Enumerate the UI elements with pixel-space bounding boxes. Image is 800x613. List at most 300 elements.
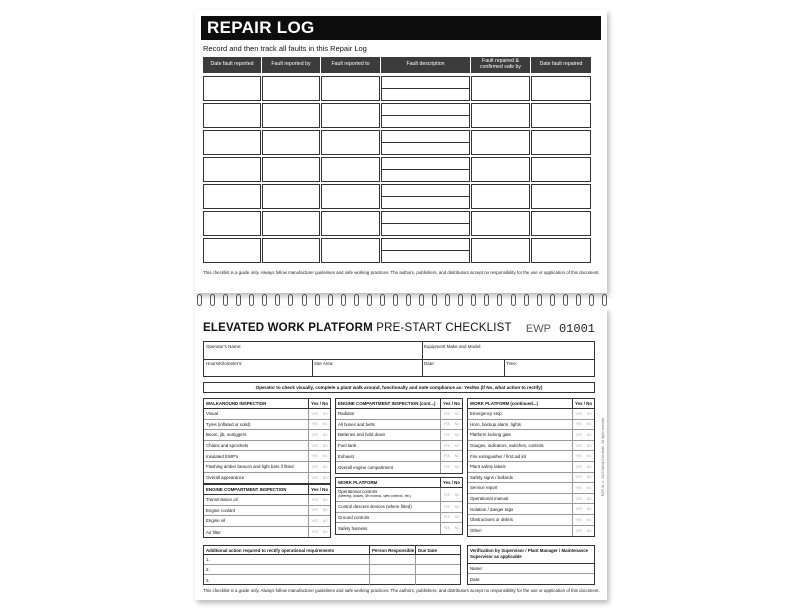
yes-checkbox[interactable]: YES xyxy=(443,411,450,416)
checklist-item xyxy=(468,473,594,484)
repair-log-cell[interactable] xyxy=(321,184,380,209)
yes-no-checkbox-group[interactable] xyxy=(440,488,462,501)
checklist-item-label xyxy=(468,432,572,437)
repair-log-cell[interactable] xyxy=(531,130,591,155)
no-checkbox[interactable]: NO xyxy=(454,515,460,520)
checklist-item-label xyxy=(336,432,440,437)
checklist-item xyxy=(204,462,330,473)
checklist-item-label xyxy=(468,475,572,480)
binding-ring xyxy=(367,294,372,306)
checklist-item xyxy=(468,420,594,431)
binding-ring xyxy=(497,294,502,306)
no-checkbox[interactable]: NO xyxy=(586,485,592,490)
yes-checkbox[interactable]: YES xyxy=(311,508,318,513)
checklist-item-label xyxy=(204,411,308,416)
checklist-item-text: Boom, jib, outriggers xyxy=(206,432,247,438)
checklist-code-prefix: EWP xyxy=(525,323,551,335)
action-row-number: 3. xyxy=(204,575,370,585)
column-header: Fault description xyxy=(381,57,470,73)
repair-log-cell[interactable] xyxy=(262,238,320,263)
repair-log-cell[interactable] xyxy=(471,184,530,209)
repair-log-cell[interactable] xyxy=(262,184,320,209)
repair-log-cell[interactable] xyxy=(531,238,591,263)
work-platform-continued-section xyxy=(467,398,595,537)
equipment-field[interactable]: Equipment Make and Model: xyxy=(424,344,482,349)
yes-no-checkbox-group[interactable] xyxy=(572,420,594,430)
no-checkbox[interactable]: NO xyxy=(322,432,328,437)
yes-checkbox[interactable]: YES xyxy=(443,432,450,437)
repair-log-cell[interactable] xyxy=(531,157,591,182)
no-checkbox[interactable]: NO xyxy=(454,432,460,437)
action-header: Additional action required to rectify operational requirements xyxy=(204,546,370,554)
repair-log-cell[interactable] xyxy=(381,76,470,101)
yes-no-checkbox-group[interactable] xyxy=(572,504,594,514)
repair-log-cell[interactable] xyxy=(321,211,380,236)
yes-checkbox[interactable]: YES xyxy=(575,485,582,490)
repair-log-cell[interactable] xyxy=(203,130,261,155)
no-checkbox[interactable]: NO xyxy=(586,517,592,522)
repair-log-cell[interactable] xyxy=(531,211,591,236)
checklist-item-text: Plant safety labels xyxy=(470,464,506,470)
repair-log-cell[interactable] xyxy=(381,238,470,263)
binding-ring xyxy=(223,294,228,306)
action-row[interactable] xyxy=(204,565,460,575)
no-checkbox[interactable]: NO xyxy=(586,507,592,512)
checklist-item xyxy=(468,441,594,452)
checklist-item xyxy=(468,494,594,505)
column-header: Date fault reported xyxy=(203,57,261,73)
repair-log-cell[interactable] xyxy=(262,211,320,236)
repair-log-cell[interactable] xyxy=(471,238,530,263)
yes-no-checkbox-group[interactable] xyxy=(308,462,330,472)
checklist-item-note: (steering, brakes, lift controls, slew controls, etc.) xyxy=(338,494,412,499)
yes-no-header: Yes / No xyxy=(572,399,594,408)
yes-checkbox[interactable]: YES xyxy=(311,475,318,480)
yes-checkbox[interactable]: YES xyxy=(443,515,450,520)
yes-checkbox[interactable]: YES xyxy=(311,454,318,459)
repair-log-cell[interactable] xyxy=(471,103,530,128)
binding-ring xyxy=(210,294,215,306)
yes-no-checkbox-group[interactable] xyxy=(440,462,462,473)
checklist-item xyxy=(336,488,462,502)
no-checkbox[interactable]: NO xyxy=(322,497,328,502)
checklist-item-label xyxy=(336,490,440,499)
no-checkbox[interactable]: NO xyxy=(586,422,592,427)
checklist-item-text: Other: xyxy=(470,528,483,534)
checklist-item-label xyxy=(336,443,440,448)
repair-log-cell[interactable] xyxy=(203,211,261,236)
repair-log-row xyxy=(203,157,595,184)
work-platform-section xyxy=(335,477,463,535)
checklist-item xyxy=(204,451,330,462)
checklist-item-label xyxy=(336,411,440,416)
binding-ring xyxy=(484,294,489,306)
binding-ring xyxy=(249,294,254,306)
checklist-item xyxy=(336,523,462,534)
no-checkbox[interactable]: NO xyxy=(454,422,460,427)
yes-no-checkbox-group[interactable] xyxy=(308,430,330,440)
yes-checkbox[interactable]: YES xyxy=(443,465,450,470)
checklist-item-text: Flashing amber beacon and light bars if fitted xyxy=(206,464,294,470)
no-checkbox[interactable]: NO xyxy=(454,504,460,509)
checklist-item-label xyxy=(336,526,440,531)
no-checkbox[interactable]: NO xyxy=(454,411,460,416)
repair-log-row xyxy=(203,211,595,238)
no-checkbox[interactable]: NO xyxy=(454,454,460,459)
repair-log-subtitle: Record and then track all faults in this Repair Log xyxy=(203,44,367,53)
side-copyright-note: EWP-01 © 2013 Safety Checklists · All rights reserved xyxy=(601,418,605,497)
repair-log-cell[interactable] xyxy=(381,211,470,236)
column-header: Fault repaired & confirmed safe by xyxy=(471,57,530,73)
yes-no-checkbox-group[interactable] xyxy=(572,430,594,440)
checklist-item xyxy=(336,513,462,524)
no-checkbox[interactable]: NO xyxy=(586,528,592,533)
yes-checkbox[interactable]: YES xyxy=(575,496,582,501)
yes-checkbox[interactable]: YES xyxy=(575,454,582,459)
action-row[interactable] xyxy=(204,555,460,565)
yes-checkbox[interactable]: YES xyxy=(311,464,318,469)
verifier-date-field[interactable]: Date: xyxy=(470,576,481,582)
action-row-number: 2. xyxy=(204,565,370,574)
repair-log-cell[interactable] xyxy=(262,103,320,128)
no-checkbox[interactable]: NO xyxy=(322,464,328,469)
operator-info-box xyxy=(203,341,595,377)
verification-box xyxy=(467,545,595,585)
yes-checkbox[interactable]: YES xyxy=(575,422,582,427)
yes-checkbox[interactable]: YES xyxy=(575,432,582,437)
repair-log-cell[interactable] xyxy=(321,76,380,101)
repair-log-row xyxy=(203,103,595,130)
yes-no-checkbox-group[interactable] xyxy=(308,516,330,526)
checklist-item-label xyxy=(468,496,572,501)
repair-log-cell[interactable] xyxy=(471,157,530,182)
binding-ring xyxy=(537,294,542,306)
binding-ring xyxy=(576,294,581,306)
checklist-item-label xyxy=(468,443,572,448)
checklist-item-label xyxy=(204,530,308,535)
yes-no-checkbox-group[interactable] xyxy=(440,502,462,512)
checklist-item-label xyxy=(468,454,572,459)
no-checkbox[interactable]: NO xyxy=(322,518,328,523)
repair-log-cell[interactable] xyxy=(262,76,320,101)
checklist-item xyxy=(468,515,594,526)
repair-log-page xyxy=(195,10,607,293)
time-field[interactable]: Time: xyxy=(506,361,518,366)
section-title: ENGINE COMPARTMENT INSPECTION xyxy=(206,487,287,492)
binding-ring xyxy=(262,294,267,306)
yes-checkbox[interactable]: YES xyxy=(311,518,318,523)
yes-checkbox[interactable]: YES xyxy=(575,475,582,480)
checklist-item xyxy=(468,483,594,494)
checklist-item-text: Isolation / danger tags xyxy=(470,506,514,512)
yes-checkbox[interactable]: YES xyxy=(575,443,582,448)
binding-ring xyxy=(328,294,333,306)
instruction-banner: Operator to check visually, complete a plant walk around, functionally and note compliance as: Yes/No (if No, what action to rectify) xyxy=(203,382,595,393)
yes-no-checkbox-group[interactable] xyxy=(308,451,330,461)
yes-no-checkbox-group[interactable] xyxy=(440,441,462,451)
no-checkbox[interactable]: NO xyxy=(586,464,592,469)
checklist-item xyxy=(336,409,462,420)
yes-no-checkbox-group[interactable] xyxy=(440,523,462,534)
checklist-item-label xyxy=(468,528,572,533)
site-area-field[interactable]: Site Area: xyxy=(314,361,334,366)
no-checkbox[interactable]: NO xyxy=(454,443,460,448)
binding-ring xyxy=(341,294,346,306)
yes-checkbox[interactable]: YES xyxy=(443,492,450,497)
checklist-title-light: PRE-START CHECKLIST xyxy=(376,322,512,334)
checklist-item-label xyxy=(204,432,308,437)
no-checkbox[interactable]: NO xyxy=(586,432,592,437)
additional-action-box xyxy=(203,545,461,585)
no-checkbox[interactable]: NO xyxy=(322,422,328,427)
checklist-item xyxy=(204,506,330,517)
binding-ring xyxy=(197,294,202,306)
checklist-item-label xyxy=(468,422,572,427)
repair-log-cell[interactable] xyxy=(203,103,261,128)
action-row-number: 1. xyxy=(204,555,370,564)
binding-ring xyxy=(354,294,359,306)
repair-log-cell[interactable] xyxy=(321,130,380,155)
checklist-item-text: Emergency stop xyxy=(470,411,502,417)
checklist-item-label xyxy=(204,497,308,502)
checklist-item-text: Chains and sprockets xyxy=(206,443,249,449)
date-field[interactable]: Date: xyxy=(424,361,435,366)
repair-log-cell[interactable] xyxy=(381,103,470,128)
yes-no-checkbox-group[interactable] xyxy=(572,494,594,504)
checklist-item-label xyxy=(468,517,572,522)
no-checkbox[interactable]: NO xyxy=(454,492,460,497)
yes-checkbox[interactable]: YES xyxy=(443,422,450,427)
checklist-item-text: Engine oil xyxy=(206,518,226,524)
yes-no-checkbox-group[interactable] xyxy=(440,513,462,523)
binding-ring xyxy=(471,294,476,306)
yes-no-checkbox-group[interactable] xyxy=(308,495,330,505)
no-checkbox[interactable]: NO xyxy=(586,443,592,448)
yes-checkbox[interactable]: YES xyxy=(311,432,318,437)
yes-no-checkbox-group[interactable] xyxy=(572,409,594,419)
no-checkbox[interactable]: NO xyxy=(322,411,328,416)
repair-log-cell[interactable] xyxy=(531,76,591,101)
section-title: WORK PLATFORM xyxy=(338,480,378,485)
repair-log-cell[interactable] xyxy=(471,130,530,155)
repair-log-cell[interactable] xyxy=(321,238,380,263)
person-responsible-header: Person Responsible xyxy=(372,547,415,553)
verifier-name-field[interactable]: Name: xyxy=(468,564,594,574)
repair-log-cell[interactable] xyxy=(381,130,470,155)
binding-ring xyxy=(550,294,555,306)
checklist-code xyxy=(526,322,595,336)
checklist-serial: 01001 xyxy=(558,322,595,336)
yes-checkbox[interactable]: YES xyxy=(443,504,450,509)
no-checkbox[interactable]: NO xyxy=(586,454,592,459)
checklist-item xyxy=(204,473,330,484)
checklist-item xyxy=(468,409,594,420)
repair-log-cell[interactable] xyxy=(381,184,470,209)
no-checkbox[interactable]: NO xyxy=(454,526,460,531)
section-title: WALKAROUND INSPECTION xyxy=(206,401,267,406)
checklist-item xyxy=(468,526,594,537)
hours-field[interactable]: Hours/Kilometer's: xyxy=(206,361,243,366)
checklist-item-text: Transmission oil xyxy=(206,497,238,503)
repair-log-cell[interactable] xyxy=(262,130,320,155)
checklist-item xyxy=(336,502,462,513)
verification-header: Verification by Supervisor / Plant Manager / Maintenance Supervisor as applicable xyxy=(468,546,594,564)
yes-no-checkbox-group[interactable] xyxy=(440,430,462,440)
checklist-item xyxy=(204,495,330,506)
checklist-item-text: Tyres (inflated or solid) xyxy=(206,421,251,427)
checklist-item-label xyxy=(468,507,572,512)
repair-log-cell[interactable] xyxy=(471,76,530,101)
yes-no-header: Yes / No xyxy=(308,399,330,408)
yes-no-checkbox-group[interactable] xyxy=(308,506,330,516)
repair-log-row xyxy=(203,76,595,103)
no-checkbox[interactable]: NO xyxy=(322,530,328,535)
checklist-item xyxy=(336,441,462,452)
yes-checkbox[interactable]: YES xyxy=(311,411,318,416)
checklist-item-text: Exhaust xyxy=(338,453,354,459)
yes-checkbox[interactable]: YES xyxy=(443,526,450,531)
checklist-item-label xyxy=(204,464,308,469)
yes-no-checkbox-group[interactable] xyxy=(572,473,594,483)
yes-no-checkbox-group[interactable] xyxy=(308,420,330,430)
yes-no-checkbox-group[interactable] xyxy=(308,441,330,451)
checklist-item-text: Ground controls xyxy=(338,514,370,520)
no-checkbox[interactable]: NO xyxy=(322,454,328,459)
yes-no-checkbox-group[interactable] xyxy=(572,526,594,537)
checklist-item-text: Safety signs / bollards xyxy=(470,474,513,480)
no-checkbox[interactable]: NO xyxy=(322,508,328,513)
column-header: Fault reported by xyxy=(262,57,320,73)
checklist-item-text: Fuel tank xyxy=(338,443,357,449)
repair-log-cell[interactable] xyxy=(203,157,261,182)
checklist-item xyxy=(336,451,462,462)
no-checkbox[interactable]: NO xyxy=(322,475,328,480)
checklist-item-label xyxy=(336,465,440,470)
repair-log-cell[interactable] xyxy=(203,238,261,263)
binding-ring xyxy=(236,294,241,306)
yes-checkbox[interactable]: YES xyxy=(311,422,318,427)
yes-checkbox[interactable]: YES xyxy=(311,443,318,448)
repair-log-row xyxy=(203,130,595,157)
checklist-item-label xyxy=(204,518,308,523)
checklist-item-label xyxy=(204,454,308,459)
column-header: Fault reported to xyxy=(321,57,380,73)
binding-ring xyxy=(432,294,437,306)
yes-checkbox[interactable]: YES xyxy=(311,530,318,535)
yes-checkbox[interactable]: YES xyxy=(443,443,450,448)
checklist-item-label xyxy=(468,411,572,416)
yes-checkbox[interactable]: YES xyxy=(575,507,582,512)
no-checkbox[interactable]: NO xyxy=(586,411,592,416)
binding-ring xyxy=(602,294,607,306)
yes-checkbox[interactable]: YES xyxy=(311,497,318,502)
yes-no-checkbox-group[interactable] xyxy=(572,515,594,525)
checklist-item-label xyxy=(468,485,572,490)
yes-checkbox[interactable]: YES xyxy=(443,454,450,459)
yes-no-checkbox-group[interactable] xyxy=(308,409,330,419)
repair-log-cell[interactable] xyxy=(471,211,530,236)
yes-checkbox[interactable]: YES xyxy=(575,517,582,522)
binding-ring xyxy=(315,294,320,306)
yes-no-checkbox-group[interactable] xyxy=(572,441,594,451)
checklist-item-text: Platform locking gate xyxy=(470,432,511,438)
binding-ring xyxy=(511,294,516,306)
yes-no-checkbox-group[interactable] xyxy=(572,451,594,461)
checklist-item xyxy=(336,430,462,441)
binding-ring xyxy=(458,294,463,306)
repair-log-row xyxy=(203,238,595,265)
checklist-item-label xyxy=(204,508,308,513)
yes-no-checkbox-group[interactable] xyxy=(440,420,462,430)
checklist-item-text: Operational controls xyxy=(338,490,378,495)
no-checkbox[interactable]: NO xyxy=(322,443,328,448)
no-checkbox[interactable]: NO xyxy=(586,475,592,480)
yes-checkbox[interactable]: YES xyxy=(575,411,582,416)
action-row[interactable] xyxy=(204,575,460,585)
binding-ring xyxy=(524,294,529,306)
repair-log-cell[interactable] xyxy=(531,184,591,209)
repair-log-cell[interactable] xyxy=(381,157,470,182)
checklist-item-label xyxy=(468,464,572,469)
yes-no-checkbox-group[interactable] xyxy=(440,451,462,461)
binding-ring xyxy=(275,294,280,306)
repair-log-cell[interactable] xyxy=(321,157,380,182)
yes-no-header: Yes / No xyxy=(308,485,330,494)
walkaround-section xyxy=(203,398,331,484)
checklist-item-label xyxy=(204,443,308,448)
yes-no-checkbox-group[interactable] xyxy=(572,462,594,472)
repair-log-cell[interactable] xyxy=(531,103,591,128)
repair-log-cell[interactable] xyxy=(262,157,320,182)
repair-log-disclaimer: This checklist is a guide only. Always follow manufacturer guidelines and safe working practices. The authors, publishers, and distributors accept no responsibility for the use or application of this document. xyxy=(203,270,600,275)
checklist-item-text: All hoses and belts xyxy=(338,421,375,427)
yes-no-checkbox-group[interactable] xyxy=(308,527,330,538)
checklist-page xyxy=(195,308,607,600)
yes-no-checkbox-group[interactable] xyxy=(308,473,330,484)
yes-no-checkbox-group[interactable] xyxy=(440,409,462,419)
yes-no-header: Yes / No xyxy=(440,478,462,487)
checklist-item-text: Batteries and hold down xyxy=(338,432,386,438)
operator-name-field[interactable]: Operator's Name: xyxy=(206,344,242,349)
checklist-item xyxy=(204,430,330,441)
checklist-disclaimer: This checklist is a guide only. Always follow manufacturer guidelines and safe working practices. The authors, publishers, and distributors accept no responsibility for the use or application of this document. xyxy=(203,588,600,593)
yes-checkbox[interactable]: YES xyxy=(575,464,582,469)
binding-ring xyxy=(589,294,594,306)
checklist-item xyxy=(468,504,594,515)
yes-no-header: Yes / No xyxy=(440,399,462,408)
no-checkbox[interactable]: NO xyxy=(586,496,592,501)
checklist-item-text: Service report xyxy=(470,485,498,491)
binding-ring xyxy=(393,294,398,306)
repair-log-row xyxy=(203,184,595,211)
binding-ring xyxy=(302,294,307,306)
repair-log-cell[interactable] xyxy=(321,103,380,128)
checklist-item xyxy=(204,409,330,420)
engine-compartment-cont-section xyxy=(335,398,463,474)
yes-checkbox[interactable]: YES xyxy=(575,528,582,533)
checklist-title xyxy=(203,322,512,334)
no-checkbox[interactable]: NO xyxy=(454,465,460,470)
repair-log-cell[interactable] xyxy=(203,184,261,209)
checklist-item xyxy=(336,420,462,431)
checklist-item-label xyxy=(336,515,440,520)
engine-compartment-section xyxy=(203,484,331,538)
binding-ring xyxy=(288,294,293,306)
repair-log-cell[interactable] xyxy=(203,76,261,101)
checklist-item-label xyxy=(204,475,308,480)
repair-log-rows xyxy=(203,76,595,265)
yes-no-checkbox-group[interactable] xyxy=(572,483,594,493)
